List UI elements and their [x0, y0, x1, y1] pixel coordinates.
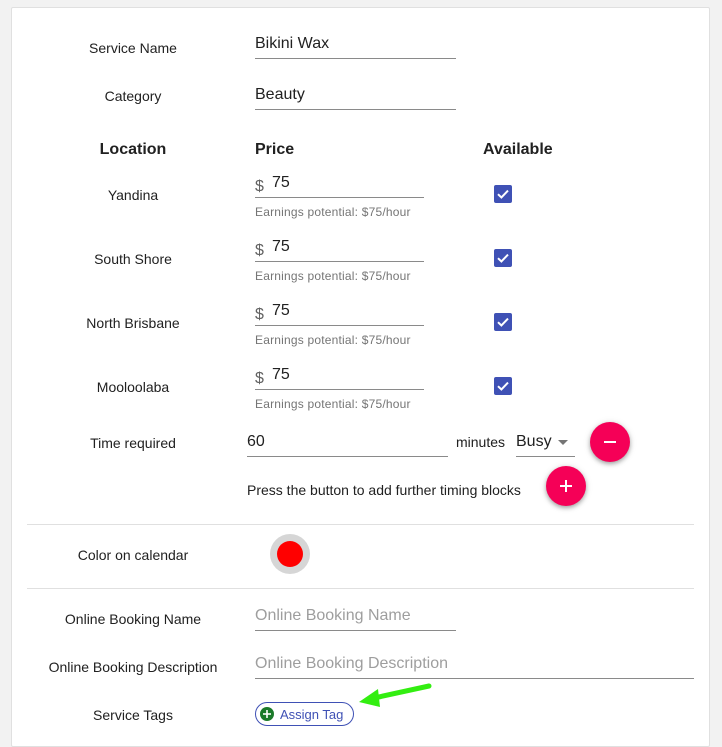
location-name: Yandina [107, 187, 159, 203]
plus-icon [558, 478, 574, 494]
checkmark-icon [494, 377, 512, 395]
currency-symbol: $ [255, 306, 264, 323]
earnings-hint: Earnings potential: $75/hour [255, 333, 411, 347]
time-required-input[interactable] [247, 432, 448, 457]
checkmark-icon [494, 249, 512, 267]
currency-symbol: $ [255, 178, 264, 195]
calendar-color-label: Color on calendar [77, 547, 189, 563]
online-booking-name-input[interactable] [255, 606, 456, 631]
price-value: 75 [272, 302, 290, 319]
section-divider [27, 524, 694, 525]
section-divider [27, 588, 694, 589]
available-checkbox[interactable] [494, 249, 512, 267]
time-required-value: 60 [247, 433, 265, 450]
time-required-label: Time required [90, 435, 176, 451]
online-booking-name-placeholder: Online Booking Name [255, 607, 411, 624]
busy-select[interactable] [516, 432, 575, 457]
checkmark-icon [494, 185, 512, 203]
category-label: Category [104, 88, 162, 104]
calendar-color-picker[interactable] [270, 534, 310, 574]
add-timing-hint: Press the button to add further timing blocks [247, 482, 521, 498]
online-booking-description-label: Online Booking Description [48, 659, 218, 675]
minutes-unit: minutes [456, 434, 506, 450]
service-name-value: Bikini Wax [255, 35, 330, 52]
add-timing-block-button[interactable] [546, 466, 586, 506]
price-input[interactable] [255, 366, 424, 390]
earnings-hint: Earnings potential: $75/hour [255, 397, 411, 411]
price-input[interactable] [255, 302, 424, 326]
service-tags-label: Service Tags [93, 707, 173, 723]
available-checkbox[interactable] [494, 313, 512, 331]
assign-tag-button[interactable] [255, 702, 354, 726]
color-swatch [277, 541, 303, 567]
location-name: South Shore [94, 251, 172, 267]
service-name-input[interactable] [255, 34, 456, 59]
online-booking-description-placeholder: Online Booking Description [255, 655, 448, 672]
remove-timing-block-button[interactable] [590, 422, 630, 462]
online-booking-description-input[interactable] [255, 654, 694, 679]
location-name: Mooloolaba [96, 379, 170, 395]
price-input[interactable] [255, 174, 424, 198]
available-column-header: Available [483, 141, 553, 158]
location-name: North Brisbane [86, 315, 180, 331]
earnings-hint: Earnings potential: $75/hour [255, 205, 411, 219]
online-booking-name-label: Online Booking Name [64, 611, 202, 627]
category-input[interactable] [255, 85, 456, 110]
category-value: Beauty [255, 86, 305, 103]
currency-symbol: $ [255, 242, 264, 259]
service-name-label: Service Name [89, 40, 177, 56]
currency-symbol: $ [255, 370, 264, 387]
dropdown-arrow-icon [558, 440, 568, 445]
add-circle-icon [260, 707, 274, 721]
green-arrow-icon [356, 682, 432, 710]
earnings-hint: Earnings potential: $75/hour [255, 269, 411, 283]
minus-icon [602, 434, 618, 450]
price-input[interactable] [255, 238, 424, 262]
available-checkbox[interactable] [494, 377, 512, 395]
price-value: 75 [272, 238, 290, 255]
checkmark-icon [494, 313, 512, 331]
price-column-header: Price [255, 141, 295, 158]
assign-tag-label: Assign Tag [280, 707, 344, 722]
price-value: 75 [272, 366, 290, 383]
price-value: 75 [272, 174, 290, 191]
busy-selected-value: Busy [516, 433, 552, 450]
location-column-header: Location [99, 141, 167, 158]
available-checkbox[interactable] [494, 185, 512, 203]
